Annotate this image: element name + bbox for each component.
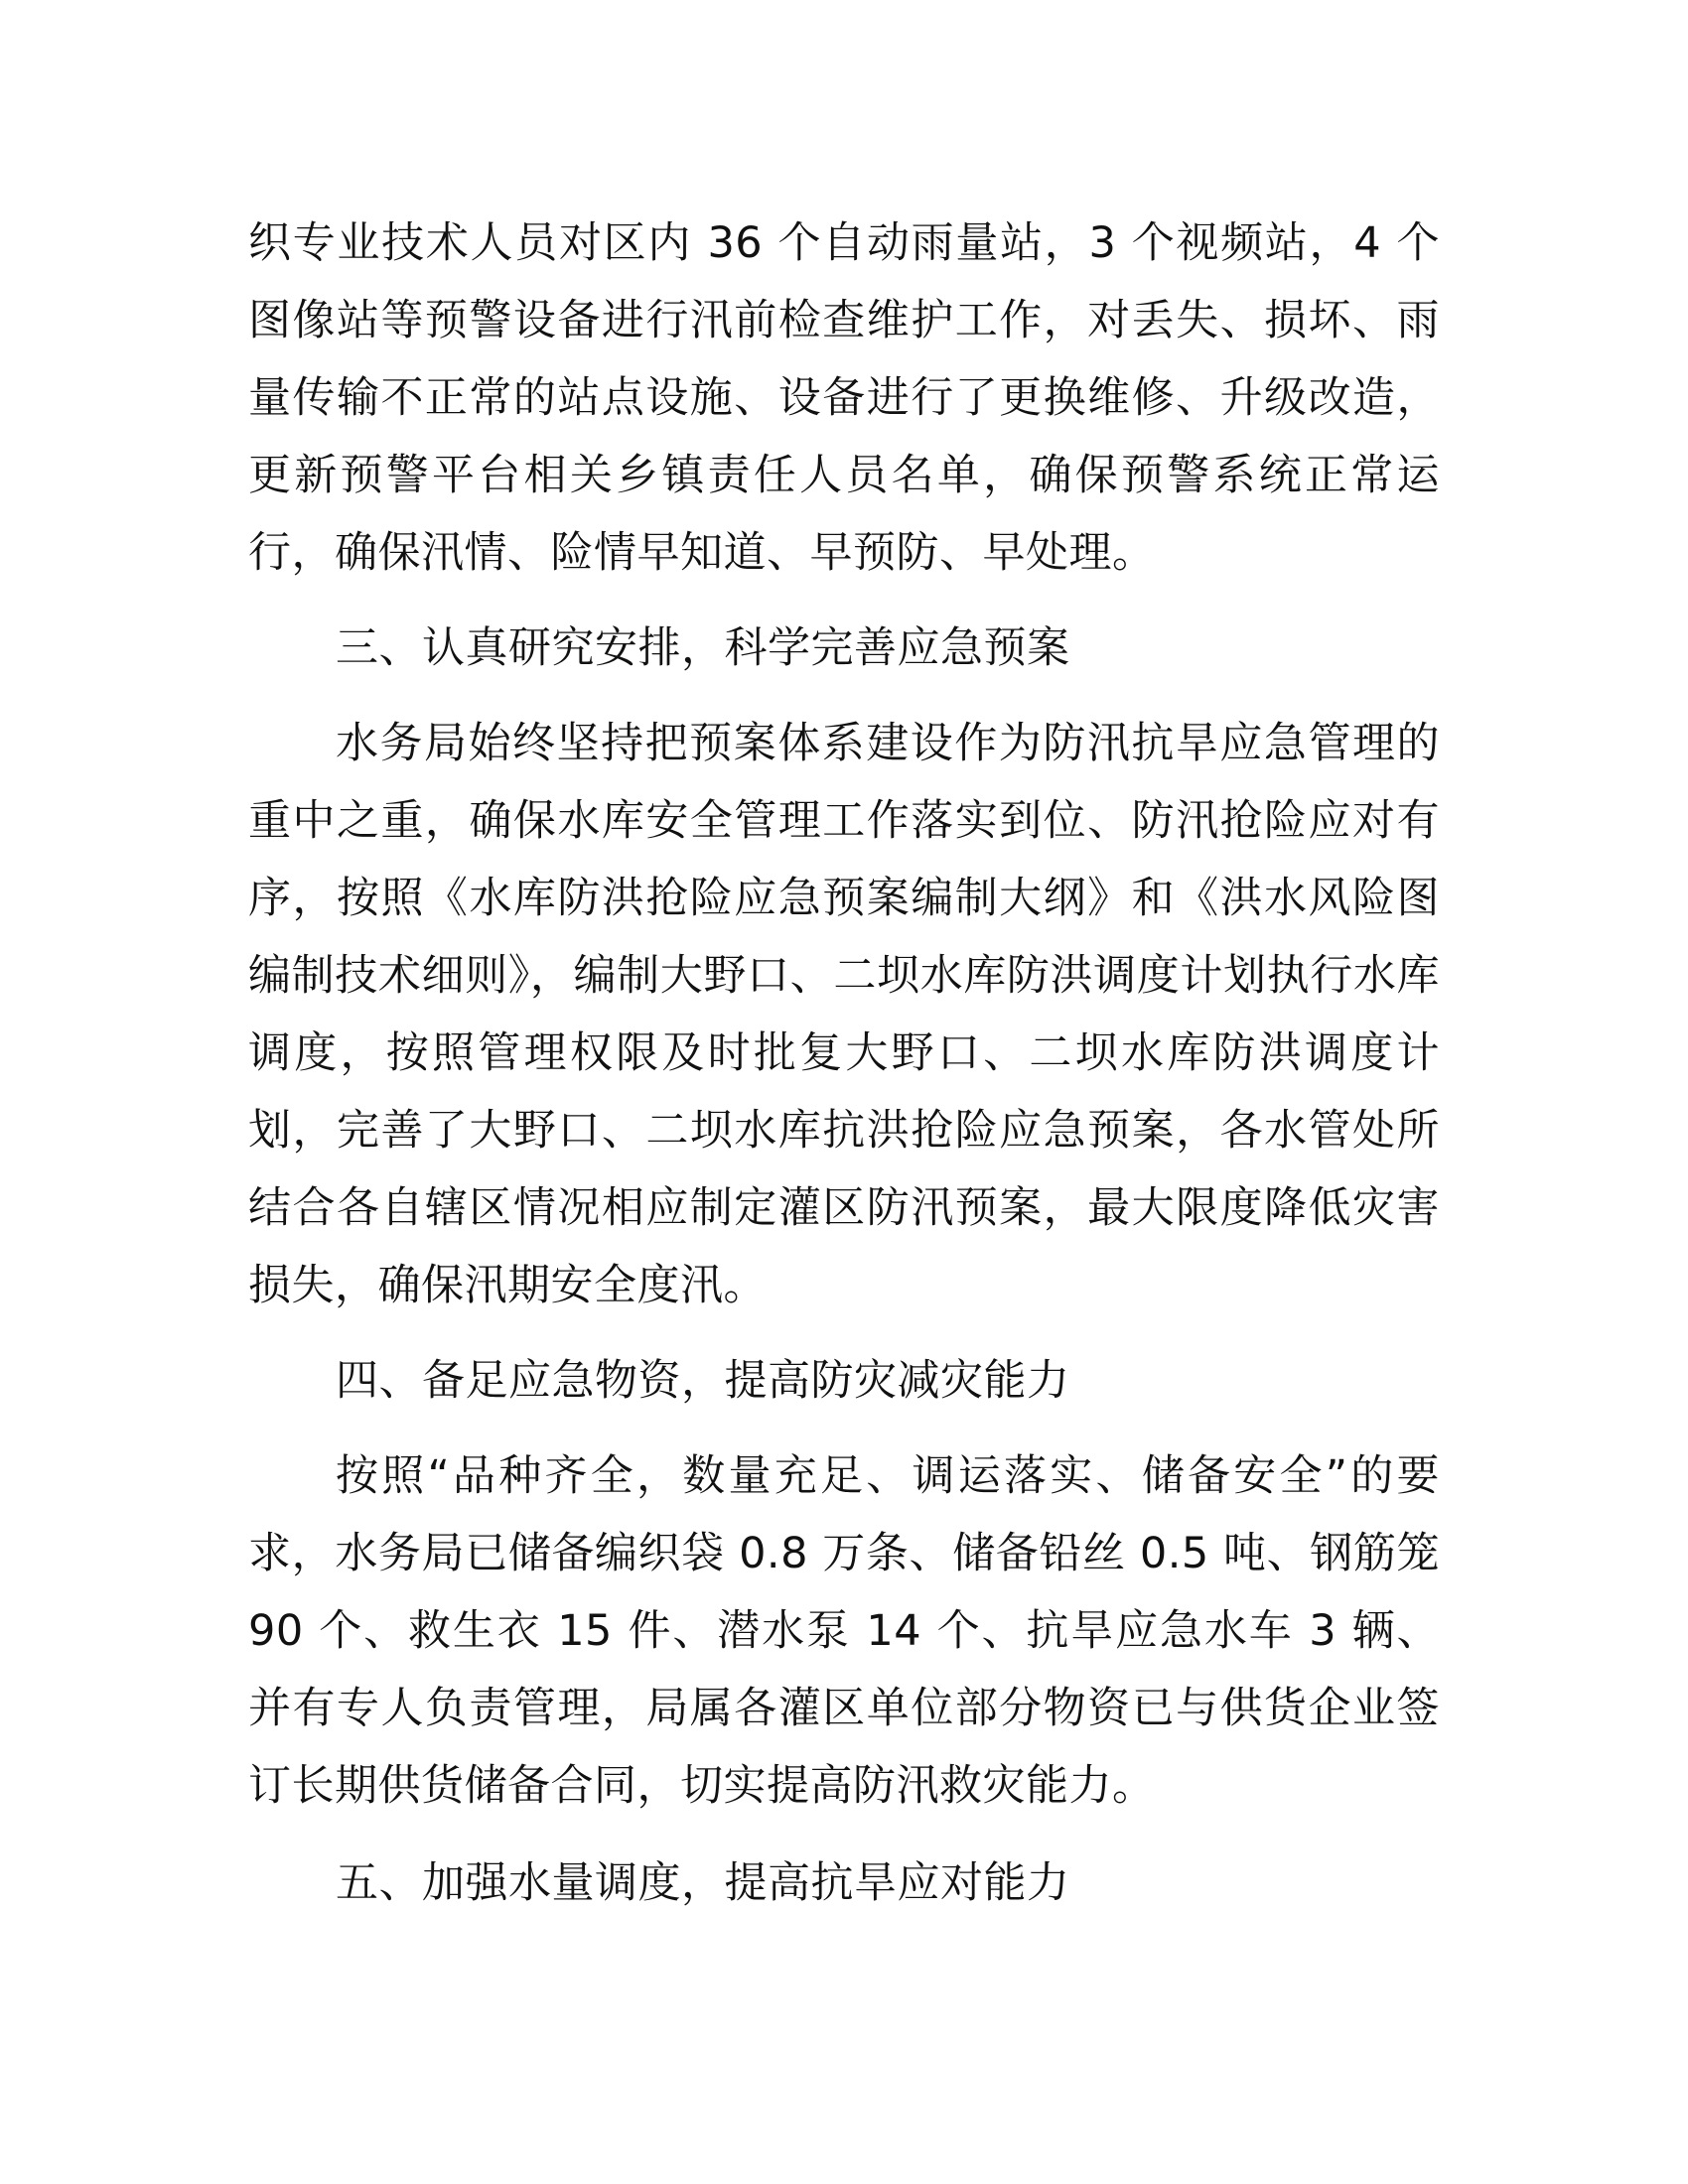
section-heading-4: 四、备足应急物资，提高防灾减灾能力	[336, 1356, 1070, 1406]
paragraph-contingency-plans: 水务局始终坚持把预案体系建设作为防汛抗旱应急管理的重中之重，确保水库安全管理工作落实到位、防汛抢险应对有序，按照《水库防洪抢险应急预案编制大纲》和《洪水风险图编制技术细则》，编制大野口、二坝水库防洪调度计划执行水库调度，按照管理权限及时批复大野口、二坝水库防洪调度计划，完善了大野口、二坝水库抗洪抢险应急预案，各水管处所结合各自辖区情况相应制定灌区防汛预案，最大限度降低灾害损失，确保汛期安全度汛。	[248, 719, 1440, 1310]
section-heading-5: 五、加强水量调度，提高抗旱应对能力	[336, 1858, 1070, 1908]
spacer	[248, 687, 1440, 705]
spacer	[248, 1324, 1440, 1342]
spacer	[248, 592, 1440, 610]
section-heading-3: 三、认真研究安排，科学完善应急预案	[336, 623, 1070, 673]
spacer	[248, 1825, 1440, 1844]
paragraph-continued: 织专业技术人员对区内 36 个自动雨量站，3 个视频站，4 个图像站等预警设备进行汛前检查维护工作，对丢失、损坏、雨量传输不正常的站点设施、设备进行了更换维修、升级改造，更新预警平台相关乡镇责任人员名单，确保预警系统正常运行，确保汛情、险情早知道、早预防、早处理。	[248, 218, 1440, 578]
paragraph-emergency-supplies: 按照“品种齐全，数量充足、调运落实、储备安全”的要求，水务局已储备编织袋 0.8 万条、储备铅丝 0.5 吨、钢筋笼 90 个、救生衣 15 件、潜水泵 14 个、抗旱应急水车 3 辆、并有专人负责管理，局属各灌区单位部分物资已与供货企业签订长期供货储备合同，切实提高防汛救灾能力。	[248, 1451, 1440, 1811]
spacer	[248, 1420, 1440, 1437]
document-page	[248, 205, 1440, 1922]
